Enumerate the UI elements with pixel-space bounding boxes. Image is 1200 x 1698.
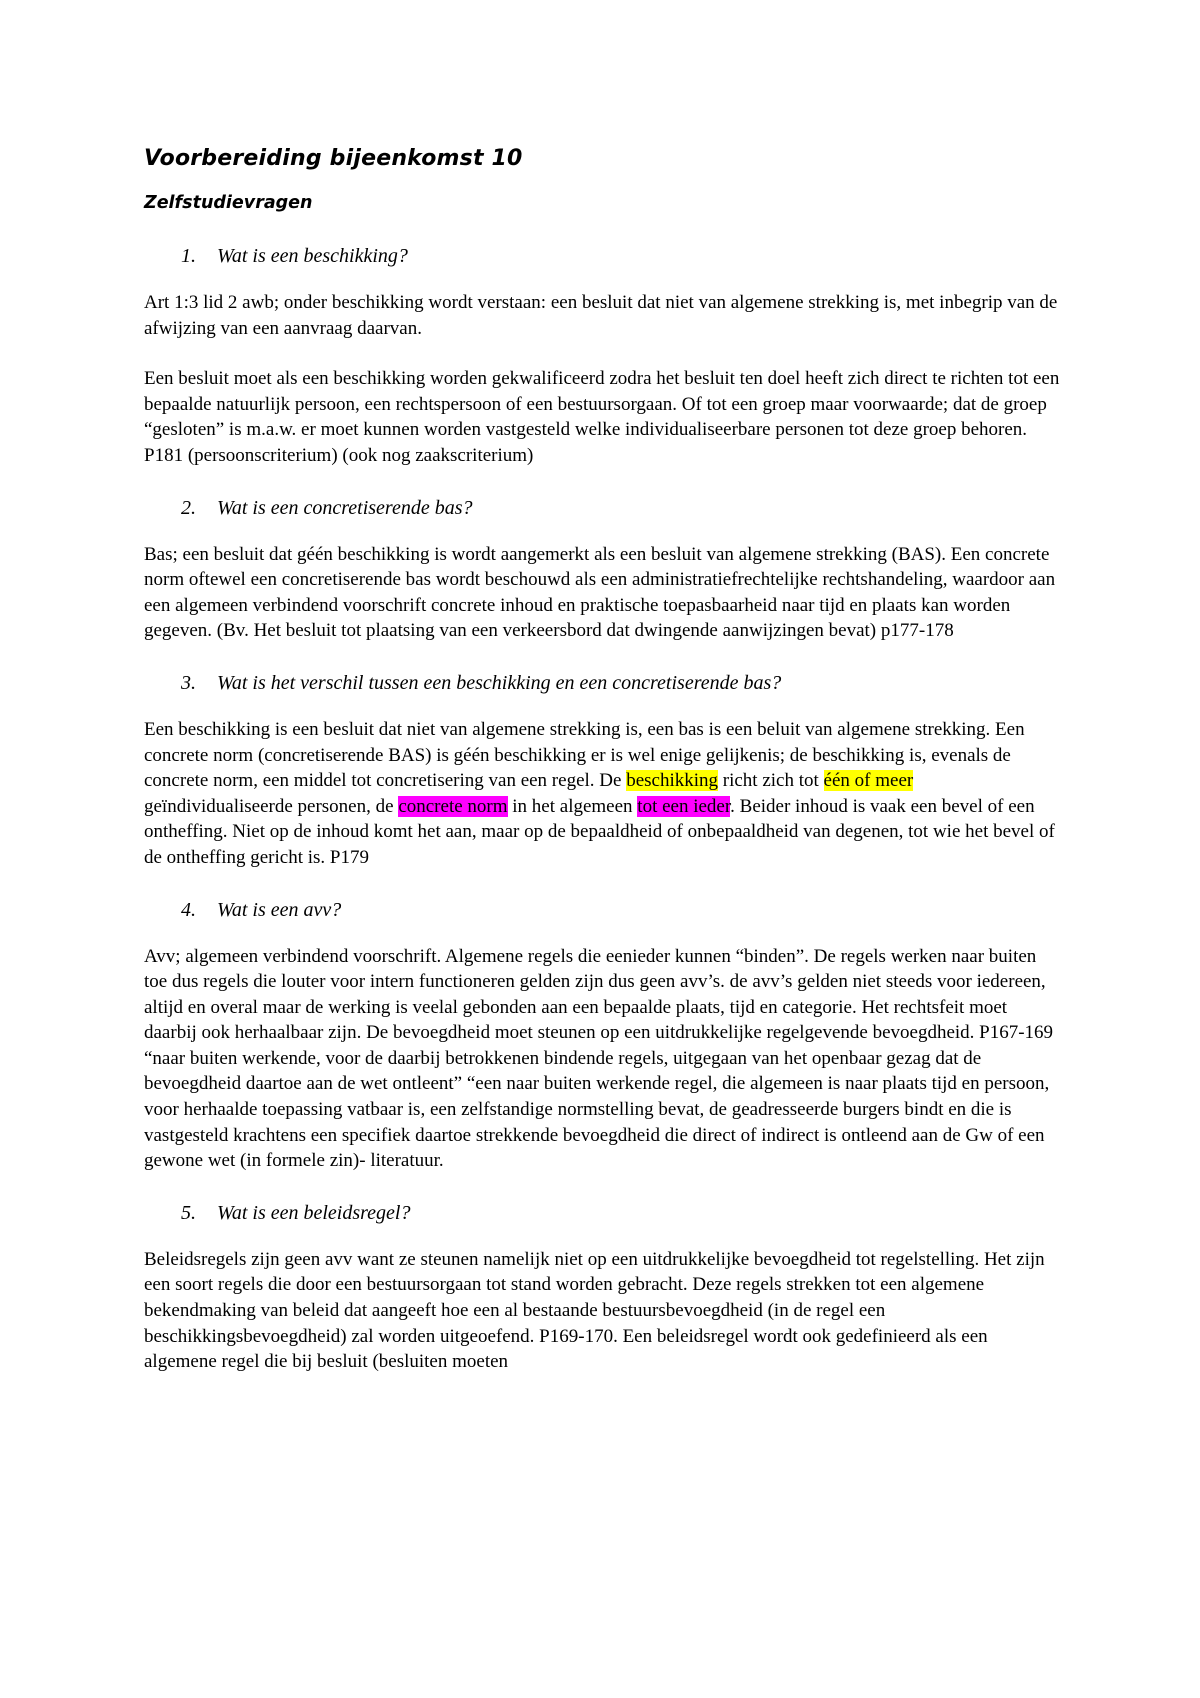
answer-2-paragraph-1: Bas; een besluit dat géén beschikking is wordt aangemerkt als een besluit van algemene strekking (BAS). Een concrete norm oftewel een concretiserende bas wordt beschouwd als een administratiefrechtelijke rechtshandeling, waardoor aan een algemeen verbindend voorschrift concrete inhoud en praktische toepasbaarheid naar tijd en plaats kan worden gegeven. (Bv. Het besluit tot plaatsing van een verkeersbord dat dwingende aanwijzingen bevat) p177-178 xyxy=(144,543,1056,642)
answer-3-text-part: richt zich tot xyxy=(718,770,824,792)
question-1 xyxy=(144,242,1064,270)
answer-4-paragraph-1: Avv; algemeen verbindend voorschrift. Algemene regels die eenieder kunnen “binden”. De regels werken naar buiten toe dus regels die louter voor intern functioneren gelden zijn dus geen avv’s. de avv’s gelden niet steeds voor iedereen, altijd en overal maar de werking is veelal gebonden aan een bepaalde plaats, tijd en categorie. Het rechtsfeit moet daarbij ook herhaalbaar zijn. De bevoegdheid moet steunen op een uitdrukkelijke regelgevende bevoegdheid. P167-169 “naar buiten werkende, voor de daarbij betrokkenen bindende regels, uitgegaan van het openbaar gezag dat de bevoegdheid daartoe aan de wet ontleent” “een naar buiten werkende regel, die algemeen is naar plaats tijd en persoon, voor herhaalde toepassing vatbaar is, een zelfstandige normstelling bevat, de geadresseerde burgers bindt en die is vastgesteld krachtens een specifiek daartoe strekkende bevoegdheid die direct of indirect is ontleend aan de Gw of een gewone wet (in formele zin)- literatuur. xyxy=(144,945,1054,1172)
answer-3-text-part: geïndividualiseerde personen, de xyxy=(144,795,399,817)
question-4-text: Wat is een avv? xyxy=(217,898,342,921)
highlight-concrete-norm: concrete norm xyxy=(398,795,508,817)
question-4-number: 4. xyxy=(181,898,196,921)
highlight-tot-een-ieder: tot een ieder xyxy=(637,795,731,817)
answer-3-text-part: in het algemeen xyxy=(507,795,638,817)
question-5 xyxy=(144,1199,1064,1227)
question-5-text: Wat is een beleidsregel? xyxy=(217,1201,411,1224)
document-page xyxy=(144,140,1064,1400)
highlight-een-of-meer: één of meer xyxy=(823,770,914,792)
question-5-number: 5. xyxy=(181,1201,196,1224)
question-3 xyxy=(144,669,1064,697)
question-1-number: 1. xyxy=(181,245,196,267)
question-2-text: Wat is een concretiserende bas? xyxy=(217,496,473,519)
answer-3-text-part: . Beider inhoud is vaak een bevel of een ontheffing. Niet op de inhoud komt het aan, maar op de bepaaldheid of onbepaaldheid van degenen, tot wie het bevel of de ontheffing gericht is. P179 xyxy=(144,795,1055,868)
answer-1-paragraph-2: Een besluit moet als een beschikking worden gekwalificeerd zodra het besluit ten doel heeft zich direct te richten tot een bepaalde natuurlijk persoon, een rechtspersoon of een bestuursorgaan. Of tot een groep maar voorwaarde; dat de groep “gesloten” is m.a.w. er moet kunnen worden vastgesteld welke individualiseerbare personen tot deze groep behoren. P181 (persoonscriterium) (ook nog zaakscriterium) xyxy=(144,368,1060,466)
document-subtitle: Zelfstudievragen xyxy=(144,193,313,213)
answer-3-text-part: Een beschikking is een besluit dat niet van algemene strekking is, een bas is een beluit van algemene strekking. Een concrete norm (concretiserende BAS) is géén beschikking er is wel enige gelijkenis; de beschikking is, evenals de concrete norm, een middel tot concretisering van een regel. De xyxy=(144,718,1025,792)
highlight-beschikking: beschikking xyxy=(626,770,719,792)
answer-1-paragraph-1: Art 1:3 lid 2 awb; onder beschikking wordt verstaan: een besluit dat niet van algemene strekking is, met inbegrip van de afwijzing van een aanvraag daarvan. xyxy=(144,292,1058,339)
question-3-number: 3. xyxy=(181,671,196,694)
question-3-text: Wat is het verschil tussen een beschikking en een concretiserende bas? xyxy=(217,671,782,694)
answer-3-paragraph-1 xyxy=(144,717,1064,871)
question-2-number: 2. xyxy=(181,496,196,519)
question-1-text: Wat is een beschikking? xyxy=(217,245,408,267)
answer-5-paragraph-1: Beleidsregels zijn geen avv want ze steunen namelijk niet op een uitdrukkelijke bevoegdheid tot regelstelling. Het zijn een soort regels die door een bestuursorgaan tot stand worden gebracht. Deze regels strekken tot een algemene bekendmaking van beleid dat aangeeft hoe een al bestaande bestuursbevoegdheid (in de regel een beschikkingsbevoegdheid) zal worden uitgeoefend. P169-170. Een beleidsregel wordt ook gedefinieerd als een algemene regel die bij besluit (besluiten moeten xyxy=(144,1248,1045,1373)
question-4 xyxy=(144,896,1064,924)
document-title: Voorbereiding bijeenkomst 10 xyxy=(144,146,523,171)
question-2 xyxy=(144,494,1064,522)
